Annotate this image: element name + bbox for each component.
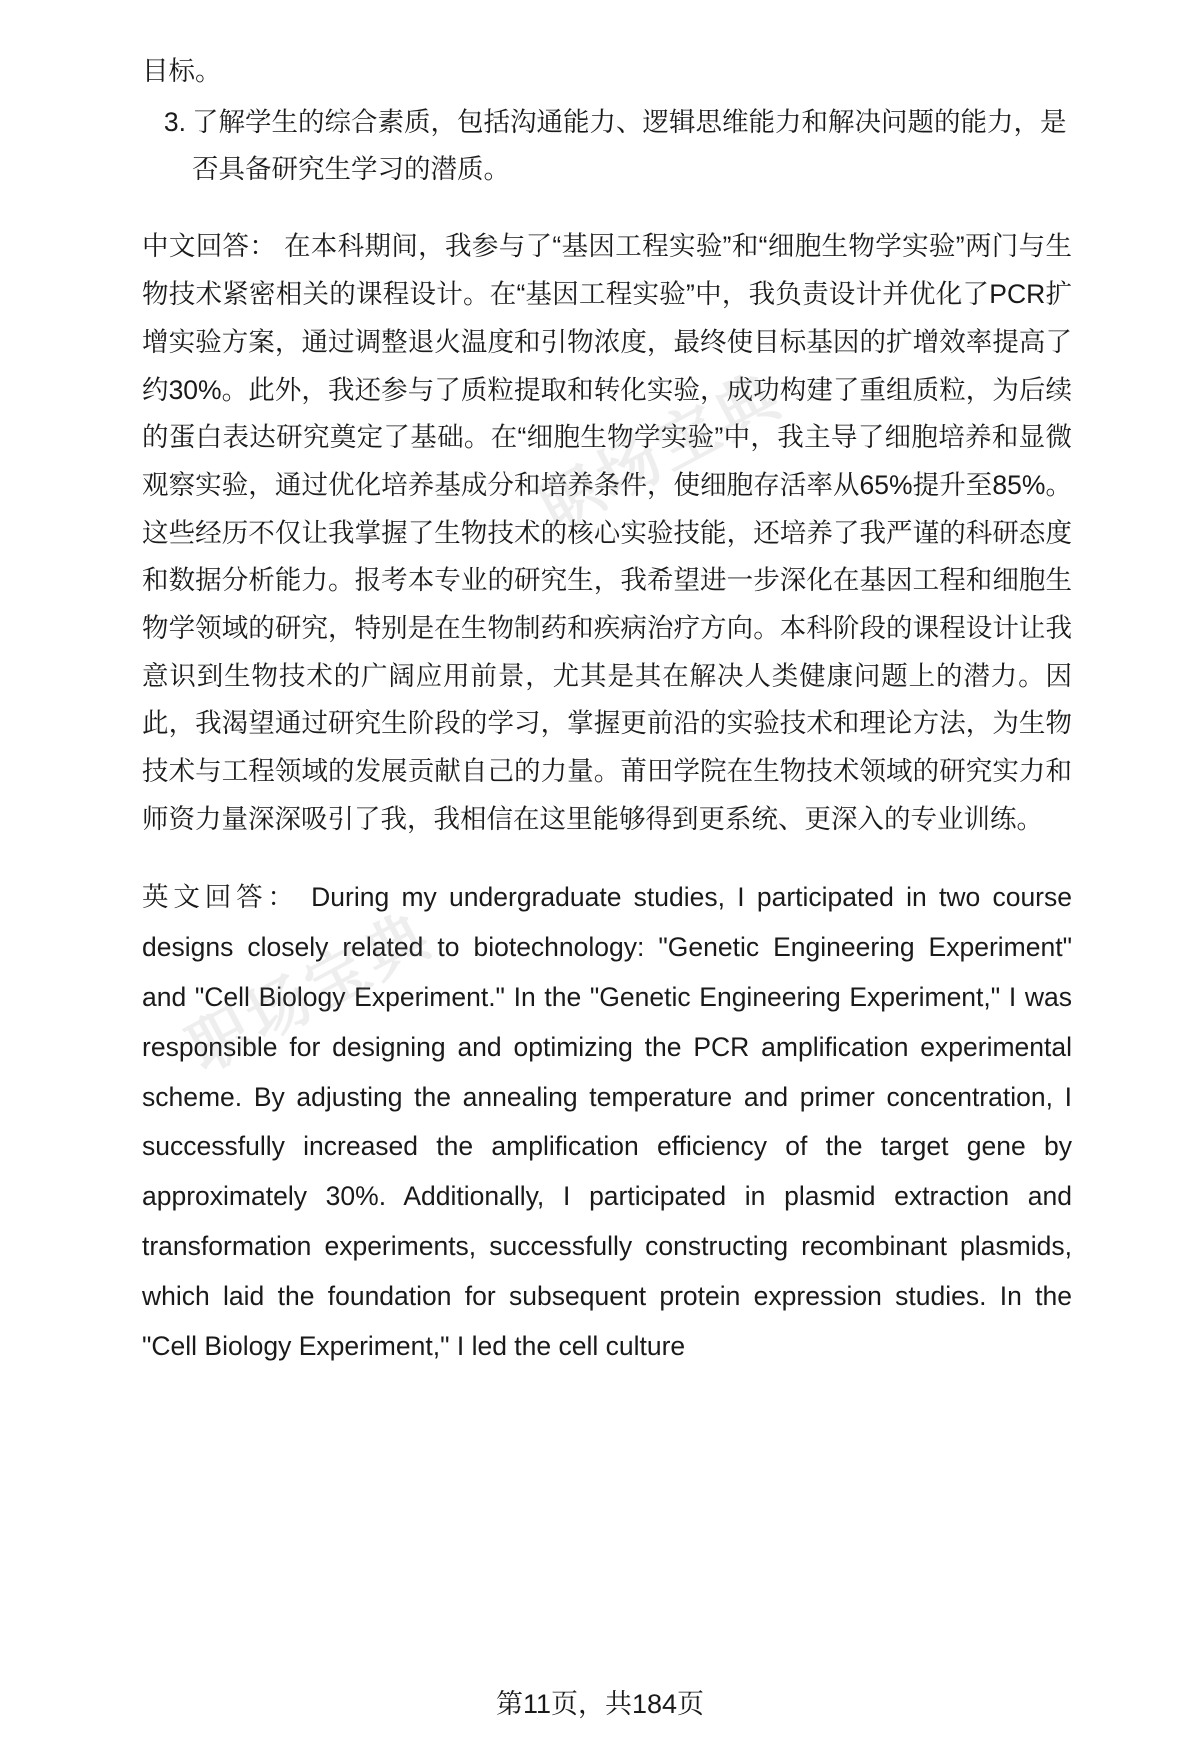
chinese-answer-paragraph: 中文回答： 在本科期间，我参与了“基因工程实验”和“细胞生物学实验”两门与生物技术紧密相关的课程设计。在“基因工程实验”中，我负责设计并优化了PCR扩增实验方案，通过调整退火温度和引物浓度，最终使目标基因的扩增效率提高了约30%。此外，我还参与了质粒提取和转化实验，成功构建了重组质粒，为后续的蛋白表达研究奠定了基础。在“细胞生物学实验”中，我主导了细胞培养和显微观察实验，通过优化培养基成分和培养条件，使细胞存活率从65%提升至85%。这些经历不仅让我掌握了生物技术的核心实验技能，还培养了我严谨的科研态度和数据分析能力。报考本专业的研究生，我希望进一步深化在基因工程和细胞生物学领域的研究，特别是在生物制药和疾病治疗方向。本科阶段的课程设计让我意识到生物技术的广阔应用前景，尤其是其在解决人类健康问题上的潜力。因此，我渴望通过研究生阶段的学习，掌握更前沿的实验技术和理论方法，为生物技术与工程领域的发展贡献自己的力量。莆田学院在生物技术领域的研究实力和师资力量深深吸引了我，我相信在这里能够得到更系统、更深入的专业训练。 <box>142 231 1072 834</box>
list-item-text: 了解学生的综合素质，包括沟通能力、逻辑思维能力和解决问题的能力，是否具备研究生学习的潜质。 <box>192 107 1067 185</box>
list-item <box>128 99 1072 193</box>
page-footer: 第11页，共184页 <box>495 1689 705 1719</box>
english-answer-paragraph: 英文回答： During my undergraduate studies, I participated in two course designs closely related to biotechnology: "Genetic Engineering Experiment" and "Cell Biology Experiment." In the "Genetic Engineering Experiment," I was responsible for designing and optimizing the PCR amplification experimental scheme. By adjusting the annealing temperature and primer concentration, I successfully increased the amplification efficiency of the target gene by approximately 30%. Additionally, I participated in plasmid extraction and transformation experiments, successfully constructing recombinant plasmids, which laid the foundation for subsequent protein expression studies. In the "Cell Biology Experiment," I led the cell culture <box>142 882 1072 1361</box>
document-body <box>128 48 1072 1372</box>
list-item-marker: 3. <box>163 107 186 138</box>
continued-text-line: 目标。 <box>142 56 222 86</box>
numbered-list <box>128 99 1072 193</box>
watermark-text: 职场宝典 <box>527 360 794 546</box>
watermark-text: 职场宝典 <box>177 900 444 1086</box>
